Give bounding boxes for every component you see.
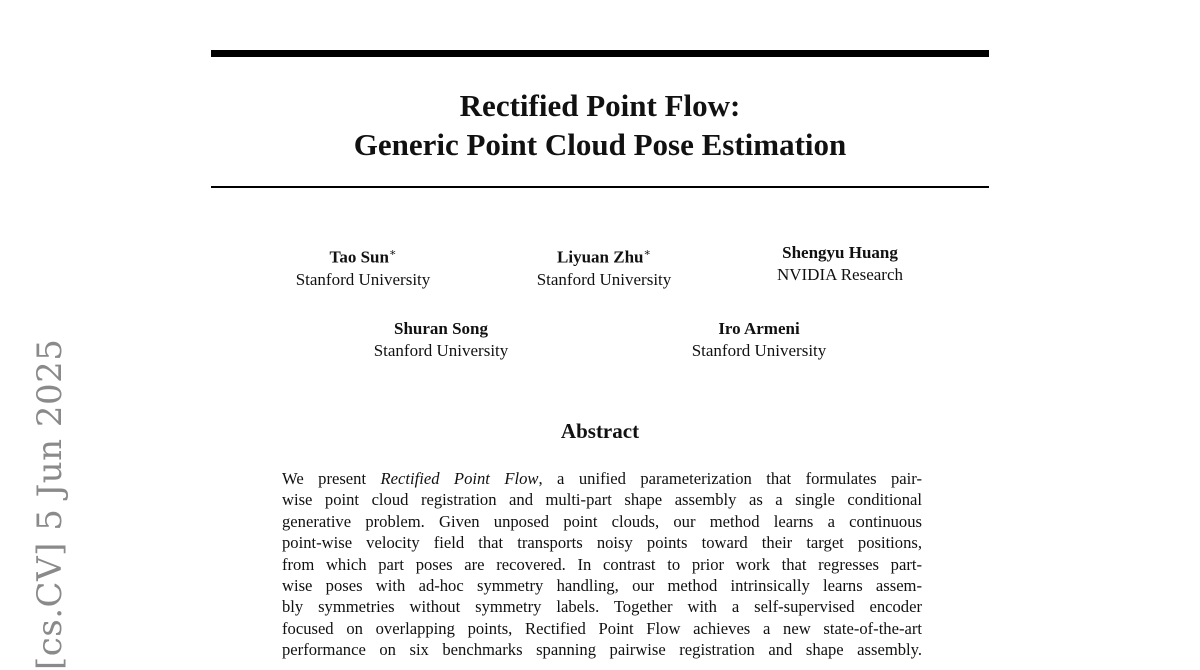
abstract-heading: Abstract (560, 419, 640, 443)
author-affiliation: NVIDIA Research (776, 265, 904, 284)
equal-contribution-mark: ∗ (388, 247, 397, 259)
abstract-line: from which part poses are recovered. In contrast to prior work that regresses part- (282, 554, 922, 574)
abstract-line: wise poses with ad-hoc symmetry handling, our method intrinsically learns assem- (282, 575, 922, 595)
author-affiliation: Stanford University (373, 341, 509, 360)
abstract-body (282, 468, 922, 661)
paper-title (211, 86, 989, 164)
author-affiliation: Stanford University (691, 341, 827, 360)
arxiv-stamp-text: [cs.CV] 5 Jun 2025 (30, 338, 70, 670)
author-block (233, 242, 493, 291)
method-name: Rectified Point Flow (380, 469, 539, 488)
title-top-rule (211, 50, 989, 57)
abstract-line: point-wise velocity field that transports noisy points toward their target positions, (282, 533, 922, 553)
author-name: Liyuan Zhu∗ (557, 247, 651, 267)
author-block (629, 318, 889, 362)
equal-contribution-mark: ∗ (643, 247, 651, 259)
author-block (710, 242, 970, 286)
author-block (474, 242, 734, 291)
abstract-line: performance on six benchmarks spanning pairwise registration and shape assembly. (282, 640, 922, 660)
abstract-line: wise point cloud registration and multi-part shape assembly as a single conditional (282, 490, 922, 510)
abstract-line: bly symmetries without symmetry labels. Together with a self-supervised encoder (282, 597, 922, 617)
author-block (311, 318, 571, 362)
arxiv-stamp (20, 338, 80, 670)
author-affiliation: Stanford University (295, 269, 431, 289)
abstract-line: focused on overlapping points, Rectified Point Flow achieves a new state-of-the-art (282, 618, 922, 638)
author-name: Shengyu Huang (782, 243, 898, 262)
author-name: Tao Sun∗ (329, 247, 397, 267)
author-name: Iro Armeni (718, 319, 800, 338)
title-line-1: Rectified Point Flow: (459, 88, 741, 123)
author-affiliation: Stanford University (536, 269, 672, 289)
abstract-line: We present Rectified Point Flow, a unified parameterization that formulates pair- (282, 469, 922, 488)
author-name: Shuran Song (393, 319, 489, 338)
title-line-2: Generic Point Cloud Pose Estimation (353, 127, 847, 162)
abstract-line: generative problem. Given unposed point clouds, our method learns a continuous (282, 511, 922, 531)
title-bottom-rule (211, 186, 989, 188)
